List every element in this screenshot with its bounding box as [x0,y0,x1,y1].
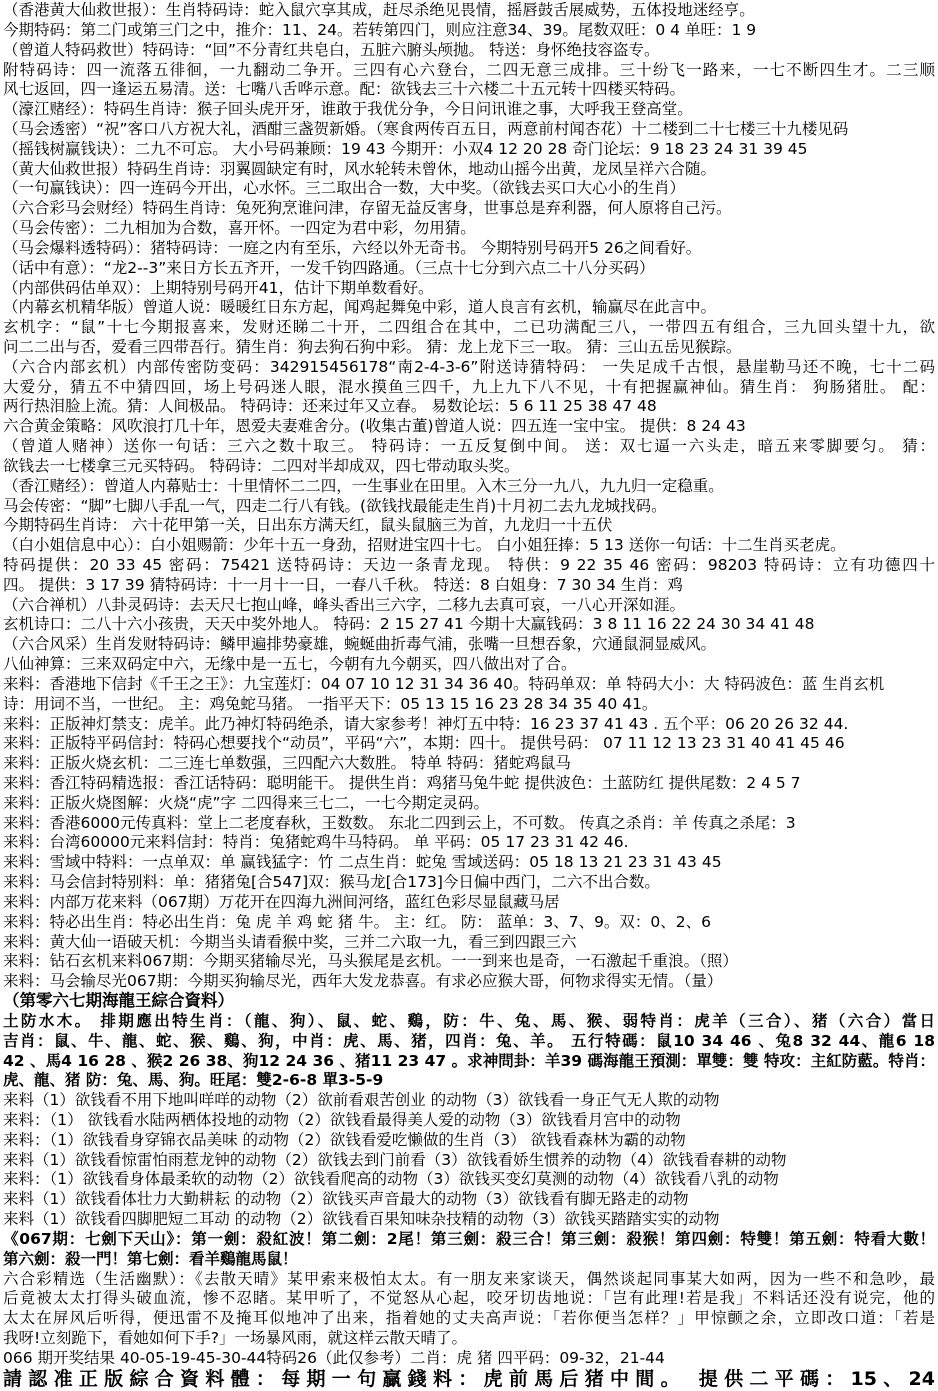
text-line: 来料：马会信封特别料：单：猪猪兔[合547]双：猴马龙[合173]今日偏中西门，二六不出合数。 [3,873,660,892]
humor-line: 太太在屏风后听得，便迅雷不及掩耳似地冲了出来，指着她的丈夫高声说：「若你便当怎样？」甲惊颤之余，立即改口道：「若是 [3,1309,935,1328]
humor-line: 六合彩精选（生活幽默）：《去散天晴》某甲索来极怕太太。有一朋友来家谈天，偶然谈起同事某大如两，因为一些不和急吵，最 [3,1269,935,1288]
riddle-line: 来料：（1）欲钱看身穿锦衣品美味 的动物（2）欲钱看爱吃懒做的生肖（3） 欲钱看森林为霸的动物 [3,1130,686,1149]
hailongwang-line: 土防水木。 排期應出特生肖：（龍、狗）、鼠、蛇、鷄，防：牛、兔、馬、猴、弱特肖：虎羊（三合）、猪（六合）當日 [3,1011,935,1030]
text-line: 诗：用词不当，一世纪。 主：鸡兔蛇马猪。 一指平天下：05 13 15 16 23 28 34 35 40 41。 [3,694,658,713]
text-line: 两行热泪脸上流。猜：人间极品。 特码诗：还来过年又立春。 易数论坛：5 6 11 25 38 47 48 [3,397,657,416]
text-line: （内幕玄机精华版）曾道人说：暖暖红日东方起，闻鸡起舞兔中彩，道人良言有玄机，输赢尽在此言中。 [3,298,717,317]
results-line: 066 期开奖结果 40-05-19-45-30-44特码26（此仅参考）二肖：虎 猪 四平码：09-32，21-44 [3,1348,665,1367]
text-line: 今期特码：第二门或第三门之中，推介：11、24。若转第四门，则应注意34、39。尾数双旺：0 4 单旺：1 9 [3,20,757,39]
text-line: 八仙神算：三来双码定中六，无缘中是一五七，今朝有九今朝买，四八做出对了合。 [3,655,577,674]
text-line: （六合禅机）八卦灵码诗：去天尺七抱山峰，峰头香出三六字，二移九去真可哀，一八心开深如涯。 [3,595,686,614]
text-line: 特码提供：20 33 45 密码：75421 送特码诗：天边一条青龙现。 特供：9 22 35 46 密码：98203 特码诗：立有功德四十 [3,556,935,574]
footer-line: 請認准正版綜合資料體：每期一句贏錢料：虎前馬后猪中間。 提供二平碼：15、24 [3,1367,935,1390]
riddle-line: 来料：（1）欲钱看身体最柔软的动物（2）欲钱看爬高的动物（3）欲钱买变幻莫测的动物（4）欲钱看八乳的动物 [3,1170,779,1189]
riddle-line: 来料（1）欲钱看不用下地叫咩咩的动物（2）欲前看艰苦创业 的动物（3）欲钱看一身正气无人欺的动物 [3,1091,720,1110]
text-line: 问二二出与否，爱看三四带吾行。猜生肖：狗去狗石狗中彩。 猜：龙上龙下三一取。 猜：三山五岳见猴踪。 [3,337,742,356]
text-line: （白小姐信息中心）：白小姐赐箭：少年十五一身劲，招财进宝四十七。 白小姐狂捧：5 13 送你一句话：十二生肖买老虎。 [3,536,846,555]
text-line: 玄机字：“鼠”十七今期报喜来，发财还睇二十开，二四组合在其中，二已功满配三八，一带四五有组合，三九回头望十九，欲 [3,318,935,337]
riddle-line: 来料（1）欲钱看四脚肥短二耳动 的动物（2）欲钱看百果知味杂技精的动物（3）欲钱买踏踏实实的动物 [3,1210,720,1228]
text-line: 来料：香港地下信封《千王之王》：九宝莲灯：04 07 10 12 31 34 36 40。特码单双：单 特码大小：大 特码波色：蓝 生肖玄机 [3,674,885,693]
hailongwang-line: 吉肖：鼠、牛、龍、蛇、猴、鷄、狗，中肖：虎、馬、猪，四肖：兔、羊。 五行特碼：鼠10 34 46 、兔8 32 44、龍6 18 [3,1031,935,1050]
text-line: 来料：钻石玄机来料067期：今期买猪输尽光，马头猴尾是玄机。一一到来也是奇，一石激起千重浪。（照） [3,952,738,971]
text-line: （六合彩马会财经）特码生肖诗：兔死狗烹谁问津，存留无益反害身，世事总是弃利器，何人原将自己污。 [3,199,732,218]
text-line: （香江赌经）：曾道人内幕贴士：十里情怀二二四，一生事业在田里。入木三分一九八，九九归一定稳重。 [3,476,724,495]
text-line: （马会传密）：二九相加为合数，喜开怀。一四定为君中彩，勿用猜。 [3,219,476,237]
text-line: 来料：正版火烧图解：火烧“虎”字 二四得来三七二，一七今期定灵码。 [3,793,489,812]
text-line: 来料：内部万花来料（067期）万花开在四海九洲间河络，蓝红色彩尽显鼠藏马居 [3,892,560,911]
text-line: 马会传密：“脚”七脚八手乱一气，四走二行八有钱。(欲钱找最能走生肖)十月初二去九龙城找码。 [3,496,667,515]
text-line: （一句赢钱诀）：四一连码今开出，心水怀。三二取出合一数，大中奖。（欲钱去买口大心小的生肖） [3,179,686,198]
text-line: 来料：正版特平码信封：特码心想要找个“动员”，平码“六”，本期：四十。 提供号码： 07 11 12 13 23 31 40 41 45 46 [3,734,845,753]
text-line: （马会爆料透特码）：猪特码诗：一庭之内有至乐，六经以外无奇书。 今期特别号码开5 26之间看好。 [3,238,702,257]
text-line: 来料：雪域中特料：一点单双：单 赢钱猛字：竹 二点生肖：蛇兔 雪域送码：05 18 13 21 23 31 43 45 [3,853,722,872]
text-line: （马会透密）“祝”客口八方祝大礼，酒酣三盏贺新婚。（寒食两传百五日，两意前村闻杏花）十二楼到二十七楼三十九楼见码 [3,119,849,138]
text-line: 四。 提供：3 17 39 猜特码诗：十一月十一日，一春八千秋。 特送：8 白姐身：7 30 34 生肖：鸡 [3,575,683,594]
text-line: 来料：特必出生肖：特必出生肖：兔 虎 羊 鸡 蛇 猪 牛。 主：红。 防： 蓝单：3、7、9。双：0、2、6 [3,912,712,931]
text-line: 大爱分，猜五不中猜四回，场上号码迷人眼，混水摸鱼三四千，九上九下八不见，十有把握赢神仙。猜生肖： 狗肠猪肚。 配： [3,377,935,396]
text-line: 附特码诗：四一流落五徘徊，一九翻动二争开。三四有心六登台，二四无意三成排。三十纷飞一路来，一七不断四生才。二三顺 [3,60,935,79]
text-line: （香港黄大仙救世报）：生肖特码诗：蛇入鼠穴享其成，赶尽杀绝见畏情，摇唇鼓舌展威势，五体投地迷经亨。 [3,1,755,19]
riddle-line: 来料：（1） 欲钱看水陆两栖体投地的动物（2）欲钱看最得美人爱的动物（3）欲钱看月宫中的动物 [3,1110,681,1129]
text-line: 玄机诗口：二八十六小孩贵，天天中奖外地人。 特码：2 15 27 41 今期十大赢钱码：3 8 11 16 22 24 30 34 41 48 [3,615,815,634]
text-line: 来料：正版火烧玄机：二三连七单数强，三四配六大数胜。 特单 特码：猪蛇鸡鼠马 [3,754,571,773]
riddle-line: 来料（1）欲钱看体壮力大勤耕耘 的动物（2）欲钱买声音最大的动物（3）欲钱看有脚无路走的动物 [3,1190,689,1209]
text-line: （六合内部玄机）内部传密防变码：342915456178“南2-4-3-6”附送诗猜特码： 一失足成千古恨，悬崖勒马还不晚，七十二码 [3,357,935,376]
hailongwang-line: 42 、馬4 16 28 、猴2 26 38、狗12 24 36 、猪11 23 47 。求神問卦：羊39 碼海龍王預測：單雙：雙 特攻：主紅防藍。特肖： [3,1051,935,1070]
seven-swords-line: 《067期：七劍下天山》：第一劍：殺紅波！第二劍：2尾！第三劍：殺三合！第三劍：殺猴！第四劍：特雙！第五劍：特看大數！ [3,1229,935,1248]
text-line: （曾道人特码救世）特码诗：“回”不分青红共皂白，五脏六腑头颅抛。 特送：身怀绝技容盗专。 [3,40,660,59]
text-line: 欲钱去一七楼拿三元买特码。 特码诗：二四对半却成双，四七带动取头奖。 [3,456,520,475]
text-line: （摇钱树赢钱诀）：二九不可忘。 大小号码兼顾：19 43 今期开：小双4 12 20 28 奇门论坛：9 18 23 24 31 39 45 [3,139,808,158]
text-line: 来料：香港6000元传真料：堂上二老度春秋，王数数。 东北二四到云上，不可数。 传真之杀肖：羊 传真之杀尾：3 [3,813,796,832]
hailongwang-line: 虎、龍、猪 防：兔、馬、狗。旺尾：雙2-6-8 單3-5-9 [3,1071,384,1090]
text-line: 来料：台湾60000元来料信封：特肖：兔猪蛇鸡牛马特码。 单 平码：05 17 23 31 42 46. [3,833,629,852]
text-line: （濠江赌经）：特码生肖诗：猴子回头虎开牙，谁敢于我优分争，今日问讯谁之事，大呼我王登高堂。 [3,100,693,119]
text-line: 来料：黄大仙一语破天机：今期当头请看猴中奖，三并二六取一九，看三到四跟三六 [3,932,577,951]
riddle-line: 来料（1）欲钱看惊雷怕雨惹龙钟的动物（2）欲钱去到门前看（3）欲钱看娇生惯养的动物（4）欲钱看春耕的动物 [3,1150,787,1169]
text-line: （内部供码估单双）：上期特别号码开41，估计下期单数看好。 [3,278,434,297]
text-line: 风七返回，四一逢运五易清。送：七嘴八舌哗示意。配：欲钱去三十六楼二十五元转十四楼买特码。 [3,80,686,99]
seven-swords-line: 第六劍：殺一門！第七劍：看羊鷄龍馬鼠！ [3,1249,298,1268]
text-line: 来料：马会输尽光067期：今期买狗输尽光，西年大发龙恭喜。有求必应猴大哥，何物求得实无情。（量） [3,972,723,991]
text-line: （六合风采）生肖发财特码诗：鳞甲遍排势豪雄，蜿蜒曲折毒气浦，张嘴一旦想吞象，穴通鼠洞显威风。 [3,635,717,654]
text-line: （话中有意）：“龙2--3”来日方长五齐开，一发千钧四路通。（三点十七分到六点二十八分买码） [3,258,655,277]
humor-line: 后竟被太太打得头破血流，惨不忍睹。某甲听了，不觉怒从心起，咬牙切齿地说：「岂有此理!若是我」不料话还没有说完，他的 [3,1289,935,1308]
section-title: （第零六七期海龍王綜合資料） [3,991,234,1010]
text-line: 来料：正版神灯禁支：虎羊。此乃神灯特码绝杀，请大家参考！神灯五中特：16 23 37 41 43 . 五个平：06 20 26 32 44. [3,714,849,733]
text-line: 来料：香江特码精选报：香江话特码：聪明能干。 提供生肖：鸡猪马兔牛蛇 提供波色：土蓝防红 提供尾数：2 4 5 7 [3,774,801,792]
text-line: （黄大仙救世报）特码生肖诗：羽翼圆缺定有时，风水轮转未曾休，地动山摇今出黄，龙凤呈祥六合随。 [3,159,717,178]
text-line: 今期特码生肖诗： 六十花甲第一关，日出东方满天红，鼠头鼠脑三为首，九龙归一十五伏 [3,516,613,535]
humor-line: 我呀!立刻跪下，看她如何下手?」一场暴风雨，就这样云散天晴了。 [3,1328,467,1347]
text-line: 六合黄金策略：风吹浪打几十年，恩爱夫妻难舍分。(收集古董)曾道人说：四五连一宝中宝。 提供：8 24 43 [3,417,746,436]
text-line: （曾道人赌神）送你一句话：三六之数十取三。 特码诗：一五反复倒中间。 送：双七逼一六头走，暗五来零脚要匀。 猜： [3,437,935,455]
